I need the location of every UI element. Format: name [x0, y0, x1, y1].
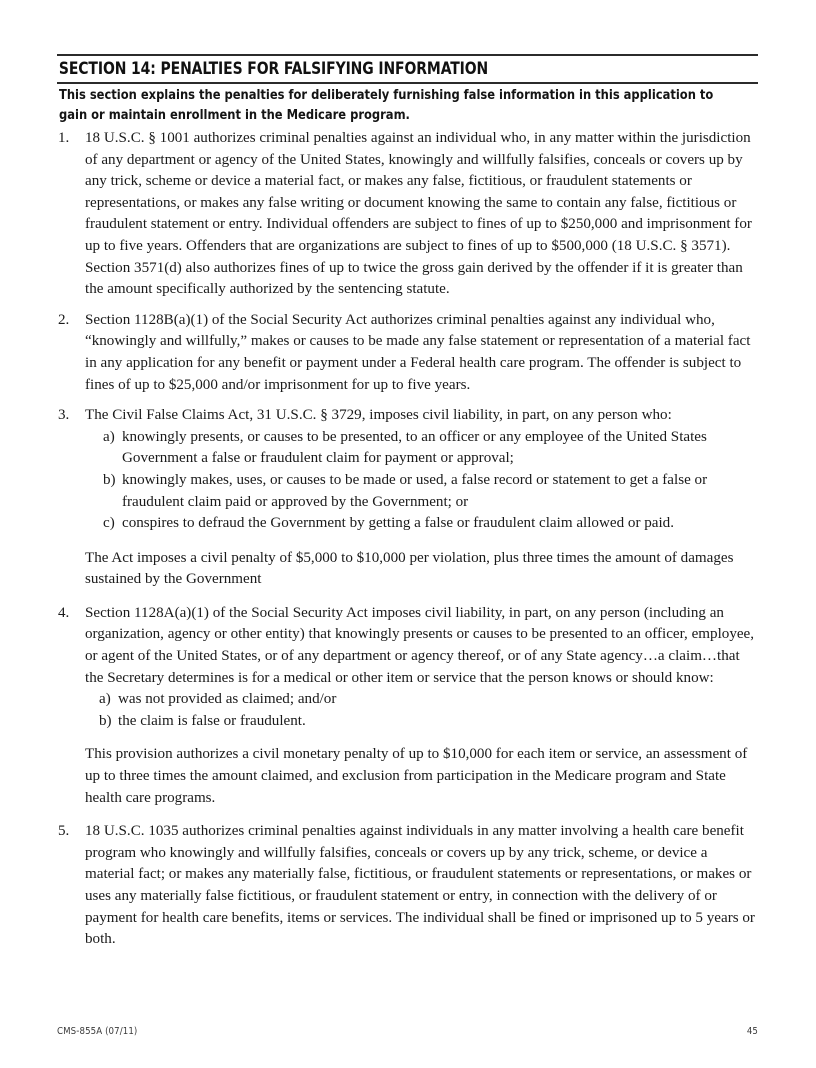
section-title: SECTION 14: PENALTIES FOR FALSIFYING INFORMATION	[58, 59, 489, 78]
list-item-text: Section 1128B(a)(1) of the Social Security Act authorizes criminal penalties against any individual who, “knowingly and willfully,” makes or causes to be made any false statement or representation of a material fact in any application for any benefit or payment under a Federal health care program. The offender is subject to fines of up to $25,000 and/or imprisonment for up to five years.	[85, 311, 751, 393]
sub-list-item-label: b)	[103, 471, 116, 488]
list-item-text: 18 U.S.C. § 1001 authorizes criminal penalties against an individual who, in any matter within the jurisdiction of any department or agency of the United States, knowingly and willfully falsifies, conceals or covers up by any trick, scheme or device a material fact, or makes any false, fictitious, or fraudulent statements or representations, or makes any false writing or document knowing the same to contain any false, fictitious or fraudulent statement or entry. Individual offenders are subject to fines of up to $250,000 and imprisonment for up to five years. Offenders that are organizations are subject to fines of up to $500,000 (18 U.S.C. § 3571). Section 3571(d) also authorizes fines of up to twice the gross gain derived by the offender if it is greater than the amount specifically authorized by the sentencing statute.	[85, 130, 752, 298]
sub-list-item	[99, 689, 759, 711]
list-item-tail-paragraph: The Act imposes a civil penalty of $5,000 to $10,000 per violation, plus three times the amount of damages sustained by the Government	[85, 549, 734, 588]
list-item-number: 4.	[58, 604, 70, 621]
sub-list-item	[103, 513, 759, 535]
sub-list	[85, 427, 759, 535]
page-footer	[57, 1026, 758, 1037]
sub-list-item-text: was not provided as claimed; and/or	[118, 691, 337, 708]
header-rule-bottom	[57, 82, 758, 84]
sub-list-item-label: a)	[99, 691, 111, 708]
sub-list-item-text: the claim is false or fraudulent.	[118, 712, 306, 729]
sub-list	[85, 689, 759, 732]
sub-list-item-text: knowingly presents, or causes to be presented, to an officer or any employee of the United States Government a false or fraudulent claim for payment or approval;	[122, 428, 707, 467]
page-number: 45	[746, 1026, 758, 1037]
intro-paragraph: This section explains the penalties for deliberately furnishing false information in this application to gain or maintain enrollment in the Medicare program.	[59, 88, 714, 123]
sub-list-item	[103, 470, 759, 513]
list-item-text: Section 1128A(a)(1) of the Social Security Act imposes civil liability, in part, on any person (including an organization, agency or other entity) that knowingly presents or causes to be presented to an officer, employee, or agent of the United States, or of any department or agency thereof, or of any State agency…a claim…that the Secretary determines is for a medical or other item or service that the person knows or should know:	[85, 604, 755, 686]
list-item-tail-paragraph: This provision authorizes a civil monetary penalty of up to $10,000 for each item or service, an assessment of up to three times the amount claimed, and exclusion from participation in the Medicare program and State health care programs.	[85, 746, 748, 806]
sub-list-item-text: knowingly makes, uses, or causes to be made or used, a false record or statement to get a false or fraudulent claim paid or approved by the Government; or	[122, 471, 708, 510]
sub-list-item-label: a)	[103, 428, 115, 445]
sub-list-item	[103, 427, 759, 470]
list-item-number: 3.	[58, 407, 70, 424]
sub-list-item	[99, 711, 759, 733]
sub-list-item-label: b)	[99, 712, 112, 729]
sub-list-item-label: c)	[103, 515, 115, 532]
list-item	[57, 821, 759, 951]
section-header	[57, 54, 758, 84]
list-item-text: The Civil False Claims Act, 31 U.S.C. § 3729, imposes civil liability, in part, on any person who:	[85, 407, 672, 424]
list-item	[57, 128, 759, 301]
sub-list-item-text: conspires to defraud the Government by getting a false or fraudulent claim allowed or paid.	[122, 515, 674, 532]
list-item	[57, 310, 759, 396]
list-item-number: 1.	[58, 130, 70, 146]
form-identifier: CMS-855A (07/11)	[57, 1026, 138, 1037]
penalties-list	[57, 128, 759, 960]
list-item-number: 5.	[58, 823, 70, 840]
list-item-number: 2.	[58, 311, 70, 328]
list-item	[57, 405, 759, 591]
list-item	[57, 603, 759, 809]
list-item-text: 18 U.S.C. 1035 authorizes criminal penalties against individuals in any matter involving a health care benefit program who knowingly and willfully falsifies, conceals or covers up by any trick, scheme, or device a material fact; or makes any materially false, fictitious, or fraudulent statements or representations, or makes or uses any materially false fictitious, or fraudulent statement or entry, in connection with the delivery of or payment for health care benefits, items or services. The individual shall be fined or imprisoned up to 5 years or both.	[85, 823, 755, 948]
